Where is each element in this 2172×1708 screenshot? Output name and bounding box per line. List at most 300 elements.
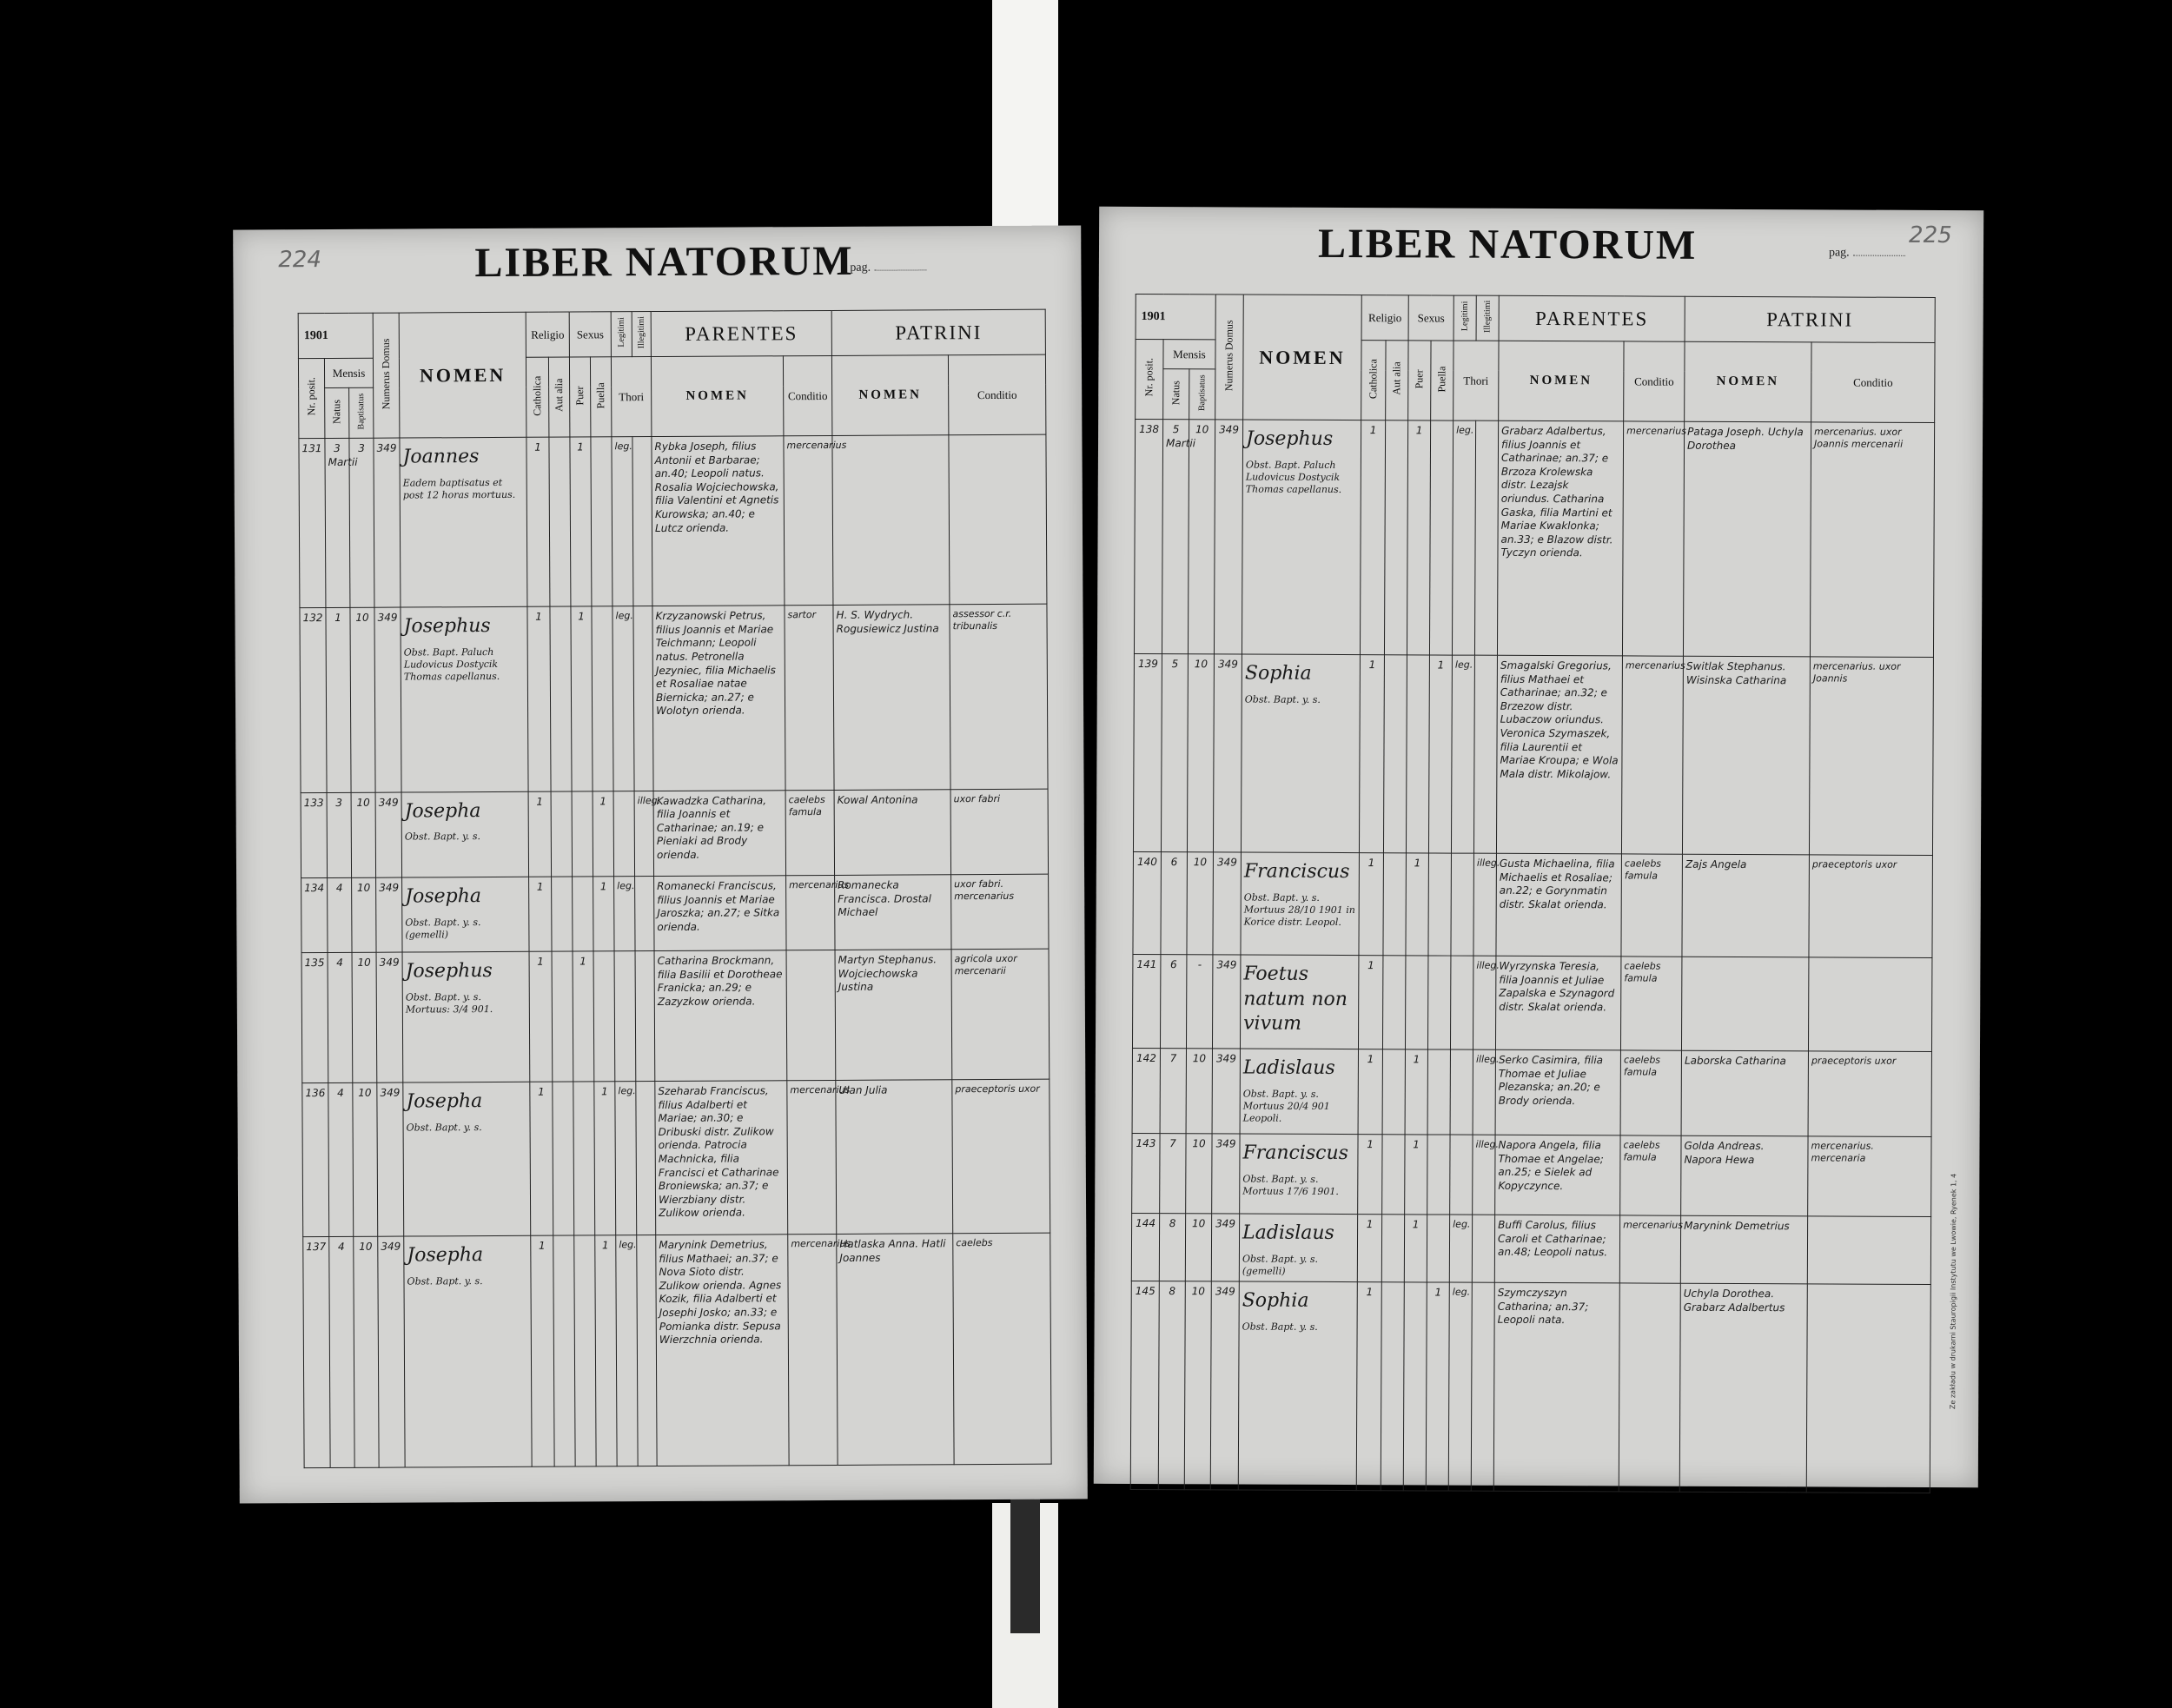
- legitimi-mark: [1450, 1049, 1473, 1135]
- mensis-header: Mensis: [324, 358, 373, 387]
- godparents-conditio: assessor c.r. tribunalis: [950, 604, 1048, 789]
- godparents-conditio: [1806, 1284, 1930, 1493]
- catholica-mark: 1: [1358, 1135, 1382, 1215]
- register-row: [1134, 419, 1934, 657]
- puer-header: Puer: [1408, 341, 1431, 420]
- parents-names: Wyrzynska Teresia, filia Joannis et Juliae Zapalska e Szynagord distr. Skalat orienda.: [1496, 956, 1621, 1050]
- parents-conditio: mercenarius: [1621, 656, 1683, 854]
- page-title: LIBER NATORUM: [474, 237, 854, 287]
- catholica-mark: 1: [1359, 956, 1383, 1049]
- legitimi-mark: leg.: [1452, 420, 1475, 655]
- parents-names: Catharina Brockmann, filia Basilii et Dorotheae Franicka; an.29; e Zazyzkow orienda.: [654, 950, 787, 1082]
- puella-mark: [1427, 1215, 1449, 1282]
- baptism-note: [1243, 1043, 1355, 1044]
- puella-mark: [591, 437, 613, 606]
- parentes-nomen-header: NOMEN: [1499, 341, 1624, 421]
- parents-names: Marynink Demetrius, filius Mathaei; an.37; e Nova Sioto distr. Zulikow orienda. Agnes Kozik, filia Adalberti et Josephi Josko; an.33; e Pomianka distr. Sepusa Wierzchnia orienda.: [656, 1235, 789, 1466]
- register-row: [1132, 1133, 1931, 1216]
- patrini-header: PATRINI: [1685, 296, 1935, 342]
- puella-mark: [1429, 420, 1453, 655]
- puella-mark: 1: [594, 1082, 616, 1235]
- legitimi-mark: [614, 951, 636, 1082]
- religio-header: Religio: [1361, 295, 1408, 341]
- page-title: LIBER NATORUM: [1317, 220, 1698, 268]
- puella-mark: 1: [1428, 655, 1452, 853]
- illegitimi-mark: [637, 1235, 657, 1466]
- legitimi-mark: leg.: [1448, 1282, 1472, 1491]
- parents-conditio: [1619, 1283, 1680, 1492]
- catholica-mark: 1: [527, 606, 551, 791]
- natus-header: Natus: [1163, 369, 1189, 420]
- numerus-domus: 349: [1211, 1214, 1239, 1281]
- nr-posit-header: Nr. posit.: [1136, 339, 1163, 419]
- natus-date: 4: [328, 1082, 354, 1236]
- catholica-mark: 1: [1356, 1282, 1381, 1491]
- aut-alia-mark: [1381, 1215, 1404, 1282]
- puella-mark: [1427, 1049, 1450, 1135]
- natus-date: 4: [329, 1236, 354, 1467]
- puer-header: Puer: [569, 357, 590, 437]
- godparents-names: Ulan Julia: [836, 1080, 953, 1235]
- illegitimi-mark: [633, 606, 653, 791]
- puella-mark: 1: [1426, 1282, 1449, 1491]
- puer-mark: [1406, 956, 1428, 1049]
- baptisatus-date: 10: [351, 792, 376, 878]
- catholica-mark: 1: [1357, 1215, 1381, 1282]
- entry-number: 145: [1130, 1281, 1159, 1490]
- child-name: Josephus Obst. Bapt. Paluch Ludovicus Dostycik Thomas capellanus.: [401, 606, 528, 791]
- mensis-header: Mensis: [1163, 340, 1215, 369]
- natus-date: 8: [1158, 1281, 1185, 1490]
- baptisatus-date: 10: [354, 1236, 379, 1467]
- register-row: [301, 789, 1049, 878]
- natus-date: 1: [326, 608, 351, 792]
- puer-mark: 1: [1405, 1135, 1427, 1215]
- godparents-names: H. S. Wydrych. Rogusiewicz Justina: [833, 605, 950, 790]
- baptism-note: Obst. Bapt. y. s. (gemelli): [1242, 1253, 1319, 1277]
- baptism-note: Obst. Bapt. y. s. Mortuus 17/6 1901.: [1242, 1173, 1339, 1197]
- catholica-mark: 1: [529, 951, 553, 1082]
- godparents-names: Laborska Catharina: [1681, 1050, 1808, 1136]
- numerus-domus: 349: [376, 952, 403, 1082]
- puer-mark: 1: [1405, 1049, 1427, 1135]
- parents-conditio: mercenarius: [1619, 1215, 1680, 1283]
- catholica-mark: 1: [1360, 420, 1385, 655]
- entry-number: 143: [1132, 1133, 1160, 1213]
- parents-conditio: mercenarius: [786, 876, 835, 950]
- catholica-mark: 1: [1360, 655, 1385, 853]
- baptisatus-date: -: [1186, 955, 1213, 1049]
- godparents-conditio: uxor fabri. mercenarius: [951, 874, 1049, 949]
- religio-header: Religio: [526, 312, 569, 357]
- numerus-domus: 349: [1214, 420, 1242, 654]
- godparents-names: Zajs Angela: [1682, 854, 1810, 957]
- godparents-conditio: praeceptoris uxor: [1808, 1051, 1931, 1137]
- illegitimi-mark: illeg.: [1473, 956, 1496, 1049]
- parents-conditio: caelebs famula: [1620, 1135, 1681, 1215]
- baptism-note: Obst. Bapt. y. s.: [404, 831, 481, 843]
- register-row: [299, 434, 1047, 608]
- binding-shadow: [1010, 1477, 1040, 1633]
- entry-number: 142: [1132, 1048, 1160, 1133]
- child-name: Franciscus Obst. Bapt. y. s. Mortuus 17/6 1901.: [1240, 1134, 1358, 1215]
- puer-mark: 1: [571, 606, 593, 791]
- baptism-note: Obst. Bapt. Paluch Ludovicus Dostycik Thomas capellanus.: [403, 645, 500, 683]
- aut-alia-mark: [1383, 853, 1407, 956]
- puella-header: Puella: [590, 357, 611, 437]
- godparents-names: Switlak Stephanus. Wisinska Catharina: [1682, 656, 1810, 855]
- parents-conditio: caelebs famula: [1621, 854, 1683, 957]
- puer-mark: [573, 877, 593, 951]
- godparents-conditio: mercenarius. uxor Joannis: [1809, 657, 1933, 856]
- parents-names: Rybka Joseph, filius Antonii et Barbarae; an.40; Leopoli natus. Rosalia Wojciechowska, filia Valentini et Agnetis Kurowska; an.40; e Lutcz orienda.: [652, 436, 785, 606]
- legitimi-mark: leg.: [615, 1082, 637, 1235]
- baptism-note: Obst. Bapt. y. s. Mortuus 20/4 901 Leopoli.: [1242, 1088, 1330, 1124]
- gutter-strip-top: [992, 0, 1058, 228]
- numerus-domus: 349: [375, 792, 402, 878]
- parents-names: Serko Casimira, filia Thomae et Juliae Plezanska; an.20; e Brody orienda.: [1495, 1049, 1620, 1135]
- patrini-conditio-header: Conditio: [948, 354, 1045, 435]
- natus-date: 4: [328, 952, 353, 1082]
- aut-alia-mark: [552, 951, 573, 1082]
- godparents-conditio: [1807, 1216, 1930, 1285]
- sexus-header: Sexus: [1408, 295, 1454, 341]
- natus-date: 7: [1160, 1049, 1186, 1134]
- godparents-conditio: praeceptoris uxor: [1809, 855, 1933, 958]
- child-name: Josepha Obst. Bapt. y. s.: [403, 1082, 531, 1236]
- child-name: Josepha Obst. Bapt. y. s. (gemelli): [402, 877, 529, 952]
- entry-number: 136: [302, 1083, 329, 1237]
- printer-imprint: Ze zakładu w drukarni Stauropigii Instytutu we Lwowie, Ryenek 1, 4: [1949, 1173, 1958, 1410]
- godparents-names: [1682, 957, 1809, 1051]
- illegitimi-mark: illeg.: [1473, 853, 1497, 956]
- illegitimi-mark: [635, 877, 654, 951]
- baptism-note: Eadem baptisatus et post 12 horas mortuus.: [402, 476, 516, 501]
- baptisatus-date: 10: [352, 952, 377, 1082]
- parents-names: Napora Angela, filia Thomae et Angelae; an.25; e Sielek ad Kopyczynce.: [1495, 1135, 1620, 1215]
- child-name: Josepha Obst. Bapt. y. s.: [401, 791, 529, 877]
- patrini-conditio-header: Conditio: [1811, 342, 1935, 423]
- aut-alia-mark: [1382, 1135, 1405, 1215]
- godparents-names: [832, 435, 950, 606]
- register-row: [302, 1079, 1050, 1236]
- natus-date: 5 Martii: [1162, 420, 1189, 654]
- child-name: Josephus Obst. Bapt. Paluch Ludovicus Dostycik Thomas capellanus.: [1242, 420, 1361, 655]
- parents-conditio: mercenarius: [787, 1081, 837, 1235]
- register-row: [1132, 954, 1931, 1051]
- nr-posit-header: Nr. posit.: [298, 359, 324, 439]
- aut-alia-mark: [1384, 420, 1407, 655]
- baptism-note: Obst. Bapt. y. s.: [1244, 693, 1321, 705]
- thori-header: Thori: [611, 357, 651, 437]
- pag-label: pag.: [850, 261, 926, 275]
- baptism-note: Obst. Bapt. y. s.: [1242, 1321, 1318, 1333]
- godparents-names: Romanecka Francisca. Drostal Michael: [835, 875, 951, 950]
- illegitimi-mark: [632, 437, 652, 606]
- puella-header: Puella: [1431, 341, 1454, 420]
- register-table: [298, 309, 1052, 1468]
- page-number-pencil: 224: [278, 247, 322, 274]
- baptism-note: Obst. Bapt. y. s. Mortuus: 3/4 901.: [405, 990, 493, 1016]
- register-row: [300, 604, 1048, 792]
- parents-conditio: caelebs famula: [1621, 957, 1682, 1050]
- entry-number: 139: [1133, 653, 1162, 851]
- register-row: [301, 874, 1049, 952]
- legitimi-mark: leg.: [1451, 655, 1474, 853]
- parentes-conditio-header: Conditio: [783, 355, 831, 435]
- parentes-header: PARENTES: [651, 310, 831, 356]
- baptisatus-date: 10: [1186, 1049, 1212, 1134]
- puella-mark: [1427, 1135, 1450, 1215]
- aut-alia-mark: [553, 1235, 575, 1466]
- numerus-domus: 349: [1212, 1049, 1240, 1134]
- aut-alia-mark: [552, 877, 573, 951]
- natus-header: Natus: [325, 387, 349, 438]
- baptisatus-date: 10: [353, 1082, 378, 1236]
- numerus-domus: 349: [376, 877, 402, 952]
- illegitimi-mark: illeg.: [1473, 1049, 1495, 1135]
- natus-date: 7: [1160, 1134, 1186, 1214]
- natus-date: 4: [328, 878, 352, 953]
- sexus-header: Sexus: [569, 312, 611, 357]
- parents-conditio: sartor: [785, 606, 834, 791]
- baptisatus-date: 10: [350, 607, 375, 791]
- natus-date: 6: [1161, 852, 1188, 955]
- catholica-mark: 1: [1358, 1049, 1382, 1135]
- godparents-names: Kowal Antonina: [834, 789, 951, 875]
- aut-alia-mark: [1384, 655, 1407, 853]
- baptism-note: Obst. Bapt. Paluch Ludovicus Dostycik Thomas capellanus.: [1245, 459, 1342, 496]
- aut-alia-mark: [1382, 1049, 1405, 1135]
- patrini-header: PATRINI: [831, 309, 1045, 355]
- illegitimi-mark: [635, 951, 655, 1082]
- parents-names: Buffi Carolus, filius Caroli et Catharinae; an.48; Leopoli natus.: [1494, 1215, 1619, 1283]
- numerus-domus-header: Numerus Domus: [373, 313, 400, 438]
- left-page: [233, 225, 1088, 1503]
- legitimi-mark: [613, 791, 635, 877]
- entry-number: 131: [299, 439, 326, 608]
- parents-conditio: mercenarius: [784, 435, 833, 605]
- baptisatus-date: 10: [1186, 1134, 1212, 1214]
- entry-number: 134: [301, 878, 328, 953]
- legitimi-mark: leg.: [613, 606, 634, 791]
- godparents-conditio: mercenarius. mercenaria: [1808, 1136, 1931, 1217]
- child-name: Josephus Obst. Bapt. y. s. Mortuus: 3/4 901.: [402, 951, 530, 1082]
- baptisatus-date: 10: [1184, 1281, 1211, 1490]
- numerus-domus: 349: [1213, 955, 1241, 1049]
- numerus-domus: 349: [377, 1082, 404, 1236]
- puer-mark: [1407, 655, 1430, 853]
- illegitimi-mark: [1474, 420, 1498, 655]
- parentes-conditio-header: Conditio: [1624, 341, 1685, 421]
- catholica-mark: 1: [1359, 853, 1384, 956]
- illegitimi-mark: illeg.: [1473, 1135, 1495, 1215]
- puer-mark: 1: [573, 951, 594, 1082]
- patrini-nomen-header: NOMEN: [831, 355, 948, 436]
- legitimi-header: Legitimi: [1454, 295, 1476, 341]
- puer-mark: 1: [1406, 853, 1429, 956]
- illegitimi-mark: [636, 1082, 656, 1235]
- year-cell: 1901: [298, 313, 373, 358]
- numerus-domus: 349: [1212, 1134, 1240, 1214]
- legitimi-mark: leg.: [612, 437, 633, 606]
- puella-mark: [1428, 853, 1452, 956]
- baptisatus-date: 10: [1187, 654, 1214, 852]
- puer-mark: 1: [1404, 1215, 1427, 1282]
- legitimi-mark: [1450, 1135, 1473, 1215]
- illegitimi-mark: [1473, 655, 1497, 853]
- register-row: [1131, 1213, 1930, 1284]
- illegitimi-mark: illeg.: [634, 791, 654, 877]
- register-row: [1132, 1048, 1931, 1136]
- godparents-conditio: [949, 434, 1047, 605]
- register-row: [303, 1233, 1051, 1468]
- numerus-domus: 349: [1214, 654, 1242, 852]
- child-name: Ladislaus Obst. Bapt. y. s. (gemelli): [1239, 1214, 1357, 1282]
- natus-date: 3 Martii: [325, 438, 350, 607]
- aut-alia-mark: [550, 606, 572, 791]
- catholica-mark: 1: [531, 1235, 554, 1466]
- nomen-header: NOMEN: [399, 312, 526, 438]
- godparents-conditio: agricola uxor mercenarii: [951, 949, 1050, 1080]
- puella-mark: 1: [593, 877, 614, 951]
- baptisatus-date: 10: [1188, 420, 1215, 654]
- parents-names: Grabarz Adalbertus, filius Joannis et Catharinae; an.37; e Brzoza Krolewska distr. Lezajsk oriundus. Catharina Gaska, filia Martini et Mariae Kwaklonka; an.33; e Blazow distr. Tyczyn orienda.: [1497, 420, 1623, 656]
- parents-names: Szymczyszyn Catharina; an.37; Leopoli nata.: [1493, 1282, 1619, 1492]
- godparents-names: Marynink Demetrius: [1680, 1215, 1807, 1284]
- puella-mark: 1: [593, 791, 614, 877]
- patrini-nomen-header: NOMEN: [1685, 341, 1811, 422]
- godparents-names: Uchyla Dorothea. Grabarz Adalbertus: [1679, 1283, 1807, 1493]
- register-row: [301, 949, 1050, 1083]
- puella-mark: [592, 606, 613, 791]
- entry-number: 137: [303, 1236, 330, 1467]
- nomen-header: NOMEN: [1243, 295, 1362, 420]
- aut-alia-mark: [553, 1082, 574, 1235]
- baptisatus-date: 10: [352, 877, 376, 952]
- aut-alia-mark: [1381, 1282, 1404, 1491]
- parents-names: Gusta Michaelina, filia Michaelis et Rosaliae; an.22; e Gorynmatin distr. Skalat orienda.: [1496, 853, 1622, 957]
- register-table: [1130, 294, 1936, 1493]
- entry-number: 135: [301, 952, 328, 1082]
- natus-date: 6: [1160, 955, 1186, 1049]
- catholica-mark: 1: [529, 877, 552, 951]
- godparents-names: Martyn Stephanus. Wojciechowska Justina: [835, 950, 952, 1081]
- parents-names: Kawadzka Catharina, filia Joannis et Catharinae; an.19; e Pieniaki ad Brody orienda.: [653, 790, 786, 876]
- parents-names: Krzyzanowski Petrus, filius Joannis et Mariae Teichmann; Leopoli natus. Petronella Jezyniec, filia Michaelis et Rosaliae natae Biernicka; an.27; e Wolotyn orienda.: [652, 606, 785, 791]
- numerus-domus: 349: [1213, 852, 1242, 955]
- baptisatus-header: Baptisatus: [1189, 369, 1215, 420]
- puer-mark: [572, 791, 593, 877]
- register-row: [1133, 851, 1933, 957]
- numerus-domus: 349: [1210, 1281, 1239, 1490]
- child-name: Franciscus Obst. Bapt. y. s. Mortuus 28/10 1901 in Korice distr. Leopol.: [1241, 852, 1360, 956]
- natus-date: 5: [1161, 654, 1188, 852]
- parentes-nomen-header: NOMEN: [651, 356, 783, 437]
- parents-names: Smagalski Gregorius, filius Mathaei et Catharinae; an.32; e Brzezow distr. Lubaczow oriundus. Veronica Szymaszek, filia Laurentii et Mariae Kroupa; e Wola Mala distr. Mikolajow.: [1496, 655, 1622, 854]
- illegitimi-header: Illegitimi: [632, 312, 651, 357]
- baptisatus-date: 10: [1185, 1214, 1211, 1281]
- illegitimi-mark: [1472, 1215, 1494, 1282]
- godparents-conditio: caelebs: [953, 1233, 1051, 1465]
- baptism-note: Obst. Bapt. y. s.: [406, 1121, 482, 1134]
- parentes-header: PARENTES: [1499, 295, 1685, 341]
- catholica-mark: 1: [526, 437, 550, 606]
- illegitimi-mark: [1471, 1282, 1494, 1491]
- entry-number: 141: [1132, 954, 1160, 1048]
- puer-mark: [1403, 1282, 1427, 1491]
- legitimi-mark: leg.: [614, 877, 635, 951]
- register-row: [1130, 1281, 1930, 1493]
- baptism-note: Obst. Bapt. y. s.: [407, 1274, 483, 1288]
- baptism-note: Obst. Bapt. y. s. (gemelli): [405, 916, 481, 941]
- right-page: [1094, 207, 1983, 1487]
- legitimi-mark: [1451, 956, 1473, 1049]
- godparents-conditio: uxor fabri: [950, 789, 1049, 875]
- child-name: Sophia Obst. Bapt. y. s.: [1238, 1281, 1357, 1491]
- puer-mark: 1: [1407, 420, 1430, 655]
- natus-date: 3: [327, 792, 352, 878]
- aut-alia-mark: [1383, 956, 1406, 1049]
- godparents-names: Pataga Joseph. Uchyla Dorothea: [1683, 421, 1811, 657]
- puella-mark: [593, 951, 615, 1082]
- parents-names: Szeharab Franciscus, filius Adalberti et Mariae; an.30; e Dribuski distr. Zulikow orienda. Patrocia Machnicka, filia Francisci et Catharinae Broniewska; an.37; e Wierzbiany distr. Zulikow orienda.: [655, 1081, 788, 1235]
- parents-conditio: caelebs famula: [785, 790, 835, 876]
- parents-names: Romanecki Franciscus, filius Joannis et Mariae Jaroszka; an.27; e Sitka orienda.: [654, 876, 786, 951]
- parents-conditio: mercenarius: [1622, 421, 1684, 656]
- child-name: Sophia Obst. Bapt. y. s.: [1242, 654, 1361, 853]
- baptisatus-date: 10: [1187, 852, 1214, 955]
- baptisatus-date: 3: [349, 438, 374, 607]
- baptism-note: Obst. Bapt. y. s. Mortuus 28/10 1901 in Korice distr. Leopol.: [1243, 891, 1355, 929]
- pag-label: pag.: [1829, 246, 1905, 260]
- puella-mark: 1: [595, 1235, 617, 1466]
- legitimi-header: Legitimi: [611, 312, 632, 357]
- numerus-domus: 349: [374, 607, 401, 791]
- legitimi-mark: [1451, 853, 1474, 956]
- numerus-domus-header: Numerus Domus: [1215, 295, 1244, 420]
- numerus-domus: 349: [374, 438, 401, 607]
- illegitimi-header: Illegitimi: [1476, 295, 1499, 341]
- aut-alia-mark: [551, 791, 573, 877]
- puer-mark: [573, 1082, 595, 1235]
- aut-alia-header: Aut alia: [548, 357, 569, 437]
- godparents-conditio: mercenarius. uxor Joannis mercenarii: [1810, 422, 1934, 658]
- entry-number: 144: [1131, 1213, 1159, 1281]
- godparents-conditio: [1809, 957, 1932, 1052]
- puer-mark: [574, 1235, 596, 1466]
- natus-date: 8: [1159, 1214, 1185, 1281]
- catholica-header: Catholica: [526, 357, 548, 437]
- puer-mark: 1: [570, 437, 592, 606]
- register-row: [1133, 653, 1933, 855]
- child-name: Foetus natum non vivum: [1241, 955, 1359, 1049]
- aut-alia-header: Aut alia: [1386, 341, 1408, 420]
- page-number-pencil: 225: [1909, 222, 1952, 249]
- parents-conditio: caelebs famula: [1620, 1050, 1681, 1135]
- catholica-header: Catholica: [1361, 341, 1386, 420]
- year-cell: 1901: [1136, 294, 1215, 339]
- entry-number: 132: [300, 608, 327, 792]
- numerus-domus: 349: [378, 1236, 405, 1467]
- catholica-mark: 1: [530, 1082, 553, 1235]
- godparents-names: Golda Andreas. Napora Hewa: [1681, 1135, 1808, 1216]
- legitimi-mark: leg.: [616, 1235, 638, 1466]
- godparents-names: Hatlaska Anna. Hatli Joannes: [837, 1234, 954, 1466]
- aut-alia-mark: [549, 437, 571, 606]
- child-name: Joannes Eadem baptisatus et post 12 horas mortuus.: [400, 437, 527, 607]
- child-name: Ladislaus Obst. Bapt. y. s. Mortuus 20/4 901 Leopoli.: [1240, 1049, 1358, 1135]
